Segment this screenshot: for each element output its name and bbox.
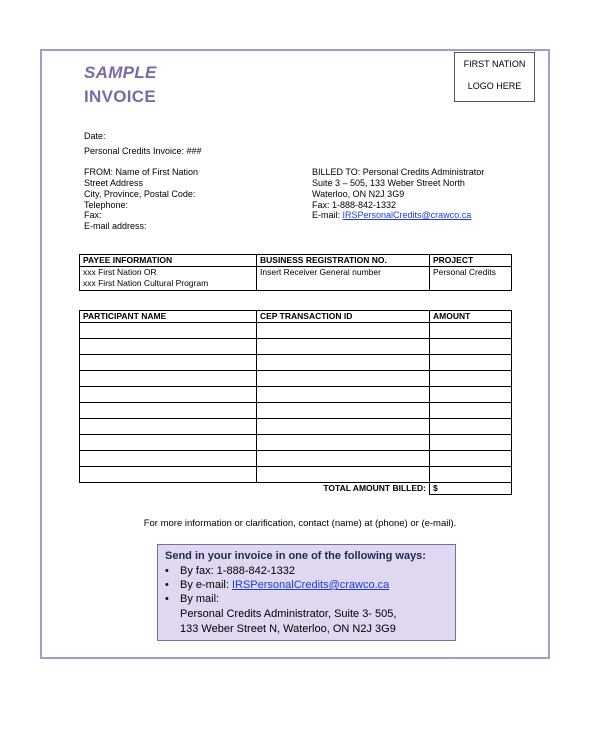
bullet-icon: • [165, 579, 169, 591]
logo-line2: LOGO HERE [467, 81, 522, 91]
payee-cell [80, 267, 257, 291]
send-fax: By fax: 1-888-842-1332 [180, 565, 295, 577]
billed-email-row [312, 210, 471, 221]
billed-line: Waterloo, ON N2J 3G9 [312, 189, 405, 199]
participant-name-cell[interactable] [80, 467, 257, 483]
send-mail: By mail: [180, 593, 220, 605]
amount-cell[interactable] [430, 403, 512, 419]
total-amount[interactable]: $ [430, 483, 512, 495]
amount-cell[interactable] [430, 323, 512, 339]
transaction-id-cell[interactable] [257, 467, 430, 483]
send-email-label: By e-mail: [180, 579, 232, 591]
contact-note: For more information or clarification, contact (name) at (phone) or (e-mail). [143, 518, 457, 529]
mail-line2: 133 Weber Street N, Waterloo, ON N2J 3G9 [180, 623, 396, 635]
header-amount: AMOUNT [430, 311, 512, 323]
payee-line: xxx First Nation Cultural Program [83, 278, 209, 288]
billed-line: Suite 3 – 505, 133 Weber Street North [312, 178, 465, 188]
header-payee-information: PAYEE INFORMATION [80, 255, 257, 267]
from-line: E-mail address: [84, 221, 147, 231]
transaction-id-cell[interactable] [257, 435, 430, 451]
title-invoice: INVOICE [84, 87, 157, 106]
table-row [80, 339, 512, 355]
amount-cell[interactable] [430, 435, 512, 451]
participant-name-cell[interactable] [80, 387, 257, 403]
participant-name-cell[interactable] [80, 371, 257, 387]
table-row [80, 451, 512, 467]
invoice-number: Personal Credits Invoice: ### [84, 146, 202, 156]
table-row [80, 419, 512, 435]
transaction-id-cell[interactable] [257, 387, 430, 403]
title-sample: SAMPLE [84, 63, 157, 82]
table-row [80, 435, 512, 451]
amount-cell[interactable] [430, 339, 512, 355]
transaction-id-cell[interactable] [257, 355, 430, 371]
amount-cell[interactable] [430, 451, 512, 467]
send-email-link[interactable]: IRSPersonalCredits@crawco.ca [231, 579, 390, 591]
table-row [80, 323, 512, 339]
mail-line1: Personal Credits Administrator, Suite 3- 505, [180, 608, 397, 620]
total-spacer [80, 483, 257, 495]
payee-table [79, 254, 512, 291]
transaction-id-cell[interactable] [257, 403, 430, 419]
submission-instructions [157, 544, 456, 641]
total-label: TOTAL AMOUNT BILLED: [257, 483, 430, 495]
transaction-id-cell[interactable] [257, 339, 430, 355]
bullet-icon: • [165, 593, 169, 605]
table-row [80, 467, 512, 483]
from-line: Telephone: [84, 200, 129, 210]
send-header: Send in your invoice in one of the following ways: [165, 550, 426, 562]
logo-line1: FIRST NATION [463, 59, 526, 69]
total-row [80, 483, 512, 495]
table-row [80, 371, 512, 387]
participant-table [79, 310, 512, 495]
participant-name-cell[interactable] [80, 451, 257, 467]
send-email-row [180, 579, 389, 591]
amount-cell[interactable] [430, 467, 512, 483]
from-line: Street Address [84, 178, 144, 188]
header-project: PROJECT [430, 255, 512, 267]
payee-line: xxx First Nation OR [83, 267, 157, 277]
amount-cell[interactable] [430, 387, 512, 403]
billed-line: Fax: 1-888-842-1332 [312, 200, 397, 210]
participant-name-cell[interactable] [80, 339, 257, 355]
transaction-id-cell[interactable] [257, 323, 430, 339]
header-cep-transaction-id: CEP TRANSACTION ID [257, 311, 430, 323]
billed-line: BILLED TO: Personal Credits Administrator [312, 167, 485, 177]
transaction-id-cell[interactable] [257, 371, 430, 387]
participant-name-cell[interactable] [80, 323, 257, 339]
date-label: Date: [84, 131, 106, 141]
amount-cell[interactable] [430, 355, 512, 371]
participant-name-cell[interactable] [80, 435, 257, 451]
from-line: Fax: [84, 210, 102, 220]
table-row [80, 387, 512, 403]
amount-cell[interactable] [430, 419, 512, 435]
transaction-id-cell[interactable] [257, 451, 430, 467]
registration-cell: Insert Receiver General number [257, 267, 430, 291]
logo-placeholder [454, 52, 535, 102]
table-row [80, 403, 512, 419]
header-participant-name: PARTICIPANT NAME [80, 311, 257, 323]
from-line: FROM: Name of First Nation [84, 167, 199, 177]
participant-name-cell[interactable] [80, 355, 257, 371]
project-cell: Personal Credits [430, 267, 512, 291]
billed-email-label: E-mail: [312, 210, 343, 220]
bullet-icon: • [165, 565, 169, 577]
from-line: City, Province, Postal Code: [84, 189, 196, 199]
header-business-registration: BUSINESS REGISTRATION NO. [257, 255, 430, 267]
billed-email-link[interactable]: IRSPersonalCredits@crawco.ca [342, 210, 472, 220]
participant-name-cell[interactable] [80, 403, 257, 419]
amount-cell[interactable] [430, 371, 512, 387]
transaction-id-cell[interactable] [257, 419, 430, 435]
participant-name-cell[interactable] [80, 419, 257, 435]
table-row [80, 355, 512, 371]
